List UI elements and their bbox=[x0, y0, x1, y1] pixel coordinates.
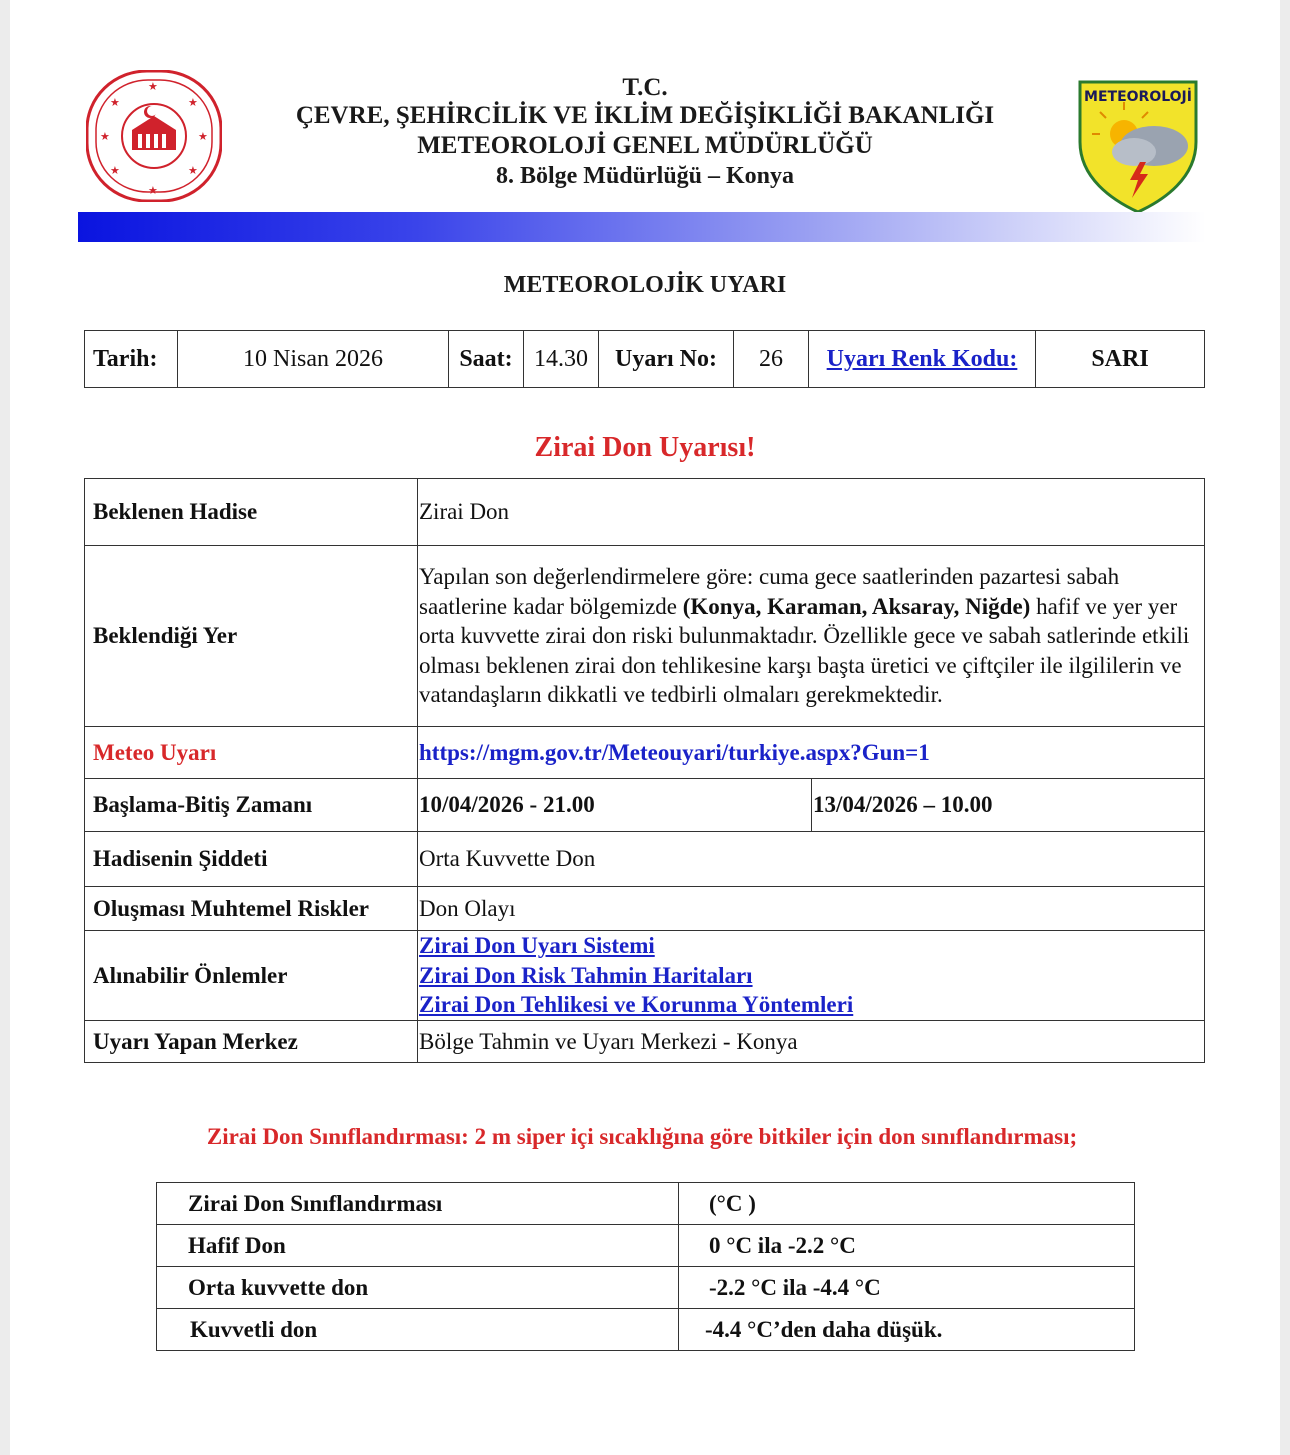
zaman-label: Başlama-Bitiş Zamanı bbox=[85, 779, 418, 832]
link-zirai-don-korunma-yontemleri[interactable]: Zirai Don Tehlikesi ve Korunma Yöntemleri bbox=[419, 992, 854, 1018]
color-code-cell bbox=[809, 331, 1036, 388]
zaman-start: 10/04/2026 - 21.00 bbox=[418, 779, 812, 832]
risk-label: Oluşması Muhtemel Riskler bbox=[85, 887, 418, 931]
class-row-value: 0 °C ila -2.2 °C bbox=[679, 1225, 1135, 1267]
class-row-name: Orta kuvvette don bbox=[157, 1267, 679, 1309]
class-row-name: Kuvvetli don bbox=[157, 1309, 679, 1351]
header-ministry: ÇEVRE, ŞEHİRCİLİK VE İKLİM DEĞİŞİKLİĞİ BAKANLIĞI bbox=[295, 102, 995, 129]
risk-value: Don Olayı bbox=[418, 887, 1205, 931]
svg-text:★: ★ bbox=[198, 130, 208, 143]
class-row-value: -2.2 °C ila -4.4 °C bbox=[679, 1267, 1135, 1309]
hadise-value: Zirai Don bbox=[418, 479, 1205, 546]
siddet-value: Orta Kuvvette Don bbox=[418, 832, 1205, 887]
svg-text:★: ★ bbox=[188, 164, 198, 177]
header-tc: T.C. bbox=[622, 74, 668, 101]
onlem-links bbox=[418, 931, 1205, 1021]
yer-text-before: Yapılan son değerlendirmelere göre: cuma gece saatlerinden pazartesi sabah saatlerine kadar bölgemizde bbox=[419, 564, 1120, 619]
hadise-label: Beklenen Hadise bbox=[85, 479, 418, 546]
document-title: METEOROLOJİK UYARI bbox=[503, 272, 787, 298]
header-gradient-bar bbox=[78, 212, 1206, 242]
svg-text:★: ★ bbox=[148, 80, 158, 93]
link-zirai-don-risk-haritalari[interactable]: Zirai Don Risk Tahmin Haritaları bbox=[419, 962, 753, 988]
warning-info-table bbox=[84, 330, 1205, 388]
warning-title: Zirai Don Uyarısı! bbox=[534, 432, 756, 463]
svg-text:★: ★ bbox=[148, 184, 158, 197]
yer-text-after: hafif ve yer yer orta kuvvette zirai don riski bulunmaktadır. Özellikle gece ve sabah satlerinde etkili olması beklenen zirai don tehlikesine karşı başta üretici ve çiftçiler ile ilgililerin ve vatandaşların dikkatli ve tedbirli olmaları gerekmektedir. bbox=[419, 593, 1190, 708]
yer-label: Beklendiği Yer bbox=[85, 546, 418, 727]
classification-title: Zirai Don Sınıflandırması: 2 m siper içi sıcaklığına göre bitkiler için don sınıflandırması; bbox=[206, 1124, 1078, 1149]
meteo-label: Meteo Uyarı bbox=[85, 727, 418, 779]
siddet-label: Hadisenin Şiddeti bbox=[85, 832, 418, 887]
header-directorate: METEOROLOJİ GENEL MÜDÜRLÜĞÜ bbox=[417, 132, 873, 159]
meteo-url-link[interactable]: https://mgm.gov.tr/Meteouyari/turkiye.aspx?Gun=1 bbox=[418, 727, 1205, 779]
class-header-name: Zirai Don Sınıflandırması bbox=[157, 1183, 679, 1225]
svg-text:METEOROLOJİ: METEOROLOJİ bbox=[1084, 89, 1192, 105]
svg-text:★: ★ bbox=[110, 164, 120, 177]
color-code-value: SARI bbox=[1036, 331, 1205, 388]
link-zirai-don-uyari-sistemi[interactable]: Zirai Don Uyarı Sistemi bbox=[419, 933, 655, 959]
warning-no-value: 26 bbox=[734, 331, 809, 388]
warning-no-label: Uyarı No: bbox=[599, 331, 734, 388]
date-value: 10 Nisan 2026 bbox=[178, 331, 449, 388]
yer-text-regions: (Konya, Karaman, Aksaray, Niğde) bbox=[682, 593, 1031, 619]
date-label: Tarih: bbox=[85, 331, 178, 388]
time-label: Saat: bbox=[449, 331, 524, 388]
class-row-value: -4.4 °C’den daha düşük. bbox=[679, 1309, 1135, 1351]
time-value: 14.30 bbox=[524, 331, 599, 388]
svg-text:★: ★ bbox=[110, 96, 120, 109]
class-row-name: Hafif Don bbox=[157, 1225, 679, 1267]
merkez-value: Bölge Tahmin ve Uyarı Merkezi - Konya bbox=[418, 1021, 1205, 1063]
merkez-label: Uyarı Yapan Merkez bbox=[85, 1021, 418, 1063]
svg-text:★: ★ bbox=[188, 96, 198, 109]
frost-classification-table bbox=[156, 1182, 1135, 1351]
svg-text:★: ★ bbox=[100, 130, 110, 143]
color-code-link[interactable]: Uyarı Renk Kodu: bbox=[826, 345, 1018, 372]
yer-value bbox=[418, 546, 1205, 727]
onlem-label: Alınabilir Önlemler bbox=[85, 931, 418, 1021]
header-region: 8. Bölge Müdürlüğü – Konya bbox=[495, 163, 795, 189]
warning-details-table bbox=[84, 478, 1205, 1063]
zaman-end: 13/04/2026 – 10.00 bbox=[812, 779, 1205, 832]
class-header-unit: (°C ) bbox=[679, 1183, 1135, 1225]
